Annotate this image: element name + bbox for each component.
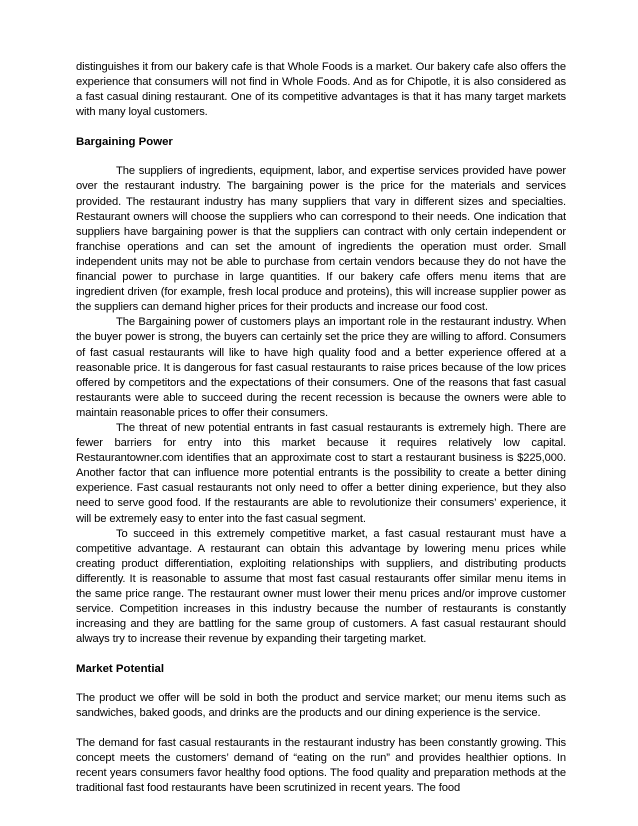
paragraph-competition: To succeed in this extremely competitive market, a fast casual restaurant must have a competitive advantage. A restaurant can obtain this advantage by lowering menu prices while creating product differentiation, exploiting relationships with suppliers, and distributing products differently. It is reasonable to assume that most fast casual restaurants offer similar menu items in the same price range. The restaurant owner must lower their menu prices and/or improve customer service. Competition increases in this industry because the number of restaurants is constantly increasing and they are battling for the same group of customers. A fast casual restaurant should always try to increase their revenue by expanding their targeting market. <box>76 527 566 646</box>
document-page <box>76 60 566 796</box>
section-heading-bargaining-power: Bargaining Power <box>76 136 173 149</box>
intro-paragraph: distinguishes it from our bakery cafe is that Whole Foods is a market. Our bakery cafe also offers the experience that consumers will not find in Whole Foods. And as for Chipotle, it is also considered as a fast casual dining restaurant. One of its competitive advantages is that it has many target markets with many loyal customers. <box>76 61 566 119</box>
paragraph-demand: The demand for fast casual restaurants in the restaurant industry has been constantly growing. This concept meets the customers’ demand of “eating on the run” and provides healthier options. In recent years consumers favor healthy food options. The food quality and preparation methods at the traditional fast food restaurants have been scrutinized in recent years. The food <box>76 736 566 794</box>
paragraph-buyer-power: The Bargaining power of customers plays an important role in the restaurant industry. When the buyer power is strong, the buyers can certainly set the price they are willing to afford. Consumers of fast casual restaurants will like to have high quality food and a better experience offered at a reasonable price. It is dangerous for fast casual restaurants to raise prices because of the low prices offered by competitors and the expectations of their consumers. One of the reasons that fast casual restaurants were able to succeed during the recent recession is because the owners were able to maintain reasonable prices to offer their consumers. <box>76 316 566 419</box>
section-heading-market-potential: Market Potential <box>76 663 164 676</box>
paragraph-new-entrants: The threat of new potential entrants in fast casual restaurants is extremely high. There are fewer barriers for entry into this market because it requires relatively low capital. Restaurantowner.com identifies that an approximate cost to start a restaurant business is $225,000. Another factor that can influence more potential entrants is the possibility to create a better dining experience. Fast casual restaurants not only need to offer a better dining experience, but they also need to serve good food. If the restaurants are able to revolutionize their consumers’ experience, it will be extremely easy to enter into the fast casual segment. <box>76 421 566 525</box>
paragraph-product-service: The product we offer will be sold in both the product and service market; our menu items such as sandwiches, baked goods, and drinks are the products and our dining experience is the service. <box>76 692 566 720</box>
paragraph-supplier-power: The suppliers of ingredients, equipment, labor, and expertise services provided have power over the restaurant industry. The bargaining power is the price for the materials and services provided. The restaurant industry has many suppliers that vary in different sizes and specialties. Restaurant owners will choose the suppliers who can correspond to their needs. One indication that suppliers have bargaining power is that the suppliers can contract with only certain independent or franchise operations and can set the amount of ingredients the operation must order. Small independent units may not be able to purchase from certain vendors because they do not have the financial power to purchase in large quantities. If our bakery cafe offers menu items that are ingredient driven (for example, fresh local produce and proteins), this will increase supplier power as the suppliers can demand higher prices for their products and increase our food cost. <box>76 165 566 314</box>
